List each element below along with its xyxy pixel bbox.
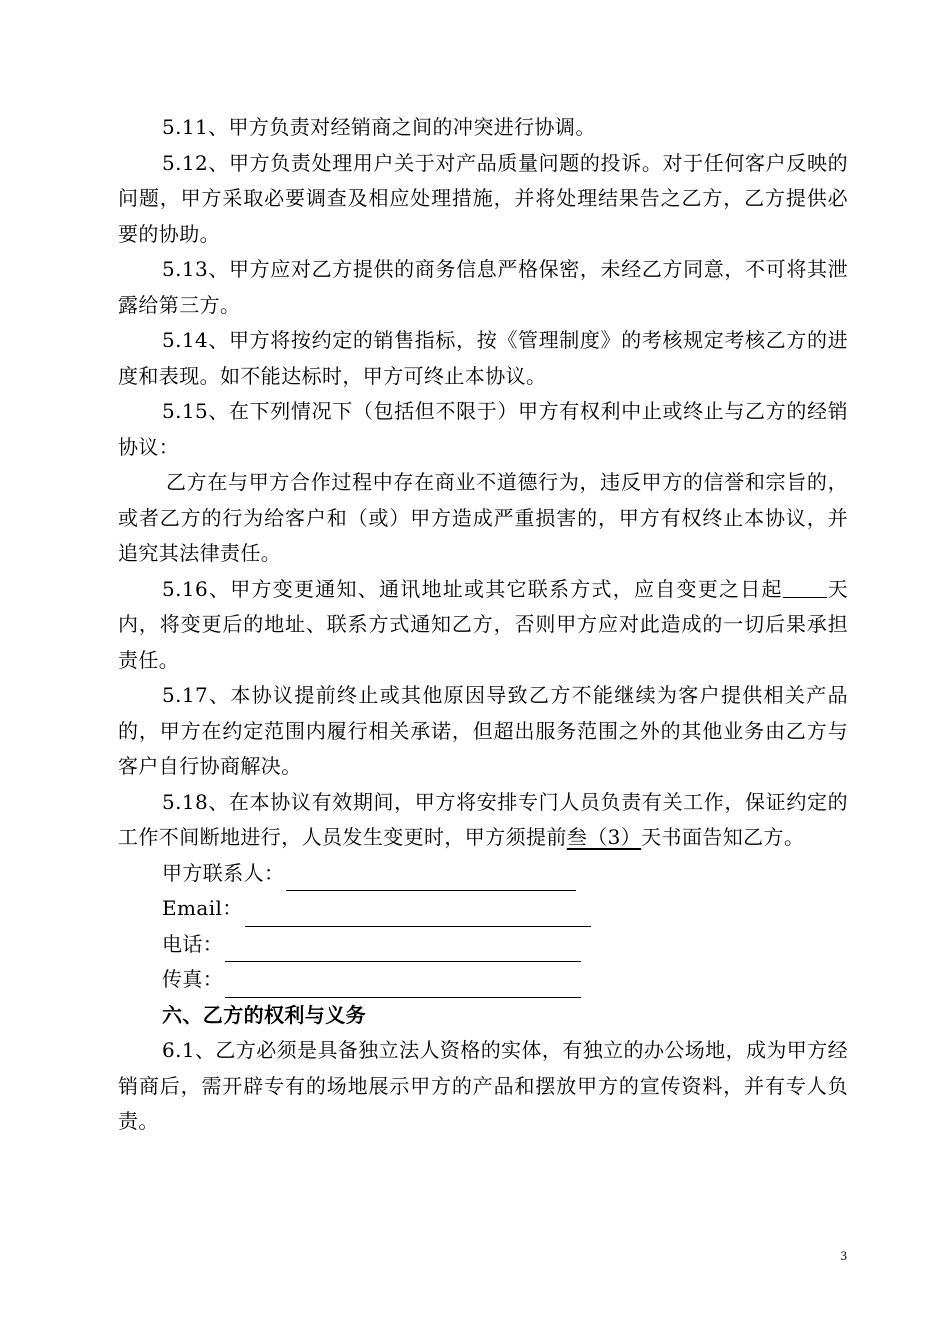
phone-row bbox=[118, 927, 848, 963]
phone-label: 电话： bbox=[162, 931, 224, 956]
days-blank-field bbox=[783, 577, 827, 598]
notice-days-underlined: 叁（3） bbox=[566, 825, 642, 849]
clause-5-12: 5.12、甲方负责处理用户关于对产品质量问题的投诉。对于任何客户反映的问题，甲方采取必要调查及相应处理措施，并将处理结果告之乙方，乙方提供必要的协助。 bbox=[118, 150, 848, 246]
clause-5-16-text-after: 天内，将变更后的地址、联系方式通知乙方，否则甲方应对此造成的一切后果承担责任。 bbox=[118, 576, 849, 672]
clause-5-17: 5.17、本协议提前终止或其他原因导致乙方不能继续为客户提供相关产品的，甲方在约定范围内履行相关承诺，但超出服务范围之外的其他业务由乙方与客户自行协商解决。 bbox=[118, 683, 848, 778]
clause-5-14: 5.14、甲方将按约定的销售指标，按《管理制度》的考核规定考核乙方的进度和表现。如不能达标时，甲方可终止本协议。 bbox=[118, 328, 848, 388]
email-row bbox=[118, 891, 848, 927]
clause-5-18-text-after: 天书面告知乙方。 bbox=[641, 825, 805, 849]
email-label: Email： bbox=[162, 896, 243, 920]
clause-5-13: 5.13、甲方应对乙方提供的商务信息严格保密，未经乙方同意，不可将其泄露给第三方。 bbox=[118, 257, 848, 317]
clause-5-11: 5.11、甲方负责对经销商之间的冲突进行协调。 bbox=[162, 115, 596, 139]
fax-label: 传真： bbox=[162, 967, 224, 991]
section-six-heading: 六、乙方的权利与义务 bbox=[162, 1002, 366, 1027]
page-number: 3 bbox=[840, 1248, 847, 1263]
contact-person-label: 甲方联系人： bbox=[162, 860, 285, 885]
clause-6-1: 6.1、乙方必须是具备独立法人资格的实体，有独立的办公场地，成为甲方经销商后，需开辟专有的场地展示甲方的产品和摆放甲方的宣传资料，并有专人负责。 bbox=[118, 1038, 848, 1133]
clause-5-16-text-before: 5.16、甲方变更通知、通讯地址或其它联系方式，应自变更之日起 bbox=[162, 576, 783, 601]
clause-5-15-detail: 乙方在与甲方合作过程中存在商业不道德行为，违反甲方的信誉和宗旨的，或者乙方的行为给客户和（或）甲方造成严重损害的，甲方有权终止本协议，并追究其法律责任。 bbox=[118, 470, 848, 565]
fax-blank-line bbox=[225, 973, 581, 998]
phone-blank-line bbox=[225, 937, 581, 962]
clause-5-15: 5.15、在下列情况下（包括但不限于）甲方有权利中止或终止与乙方的经销协议： bbox=[118, 399, 848, 459]
fax-row bbox=[118, 962, 848, 998]
email-blank-line bbox=[245, 902, 591, 927]
clause-5-18 bbox=[118, 785, 848, 856]
contact-person-row bbox=[118, 856, 848, 892]
clause-5-18-text-before: 5.18、在本协议有效期间，甲方将安排专门人员负责有关工作，保证约定的工作不间断地进行，人员发生变更时，甲方须提前 bbox=[118, 789, 848, 849]
contact-person-blank-line bbox=[286, 866, 576, 891]
clause-5-16 bbox=[118, 572, 848, 679]
document-body bbox=[118, 110, 848, 1140]
